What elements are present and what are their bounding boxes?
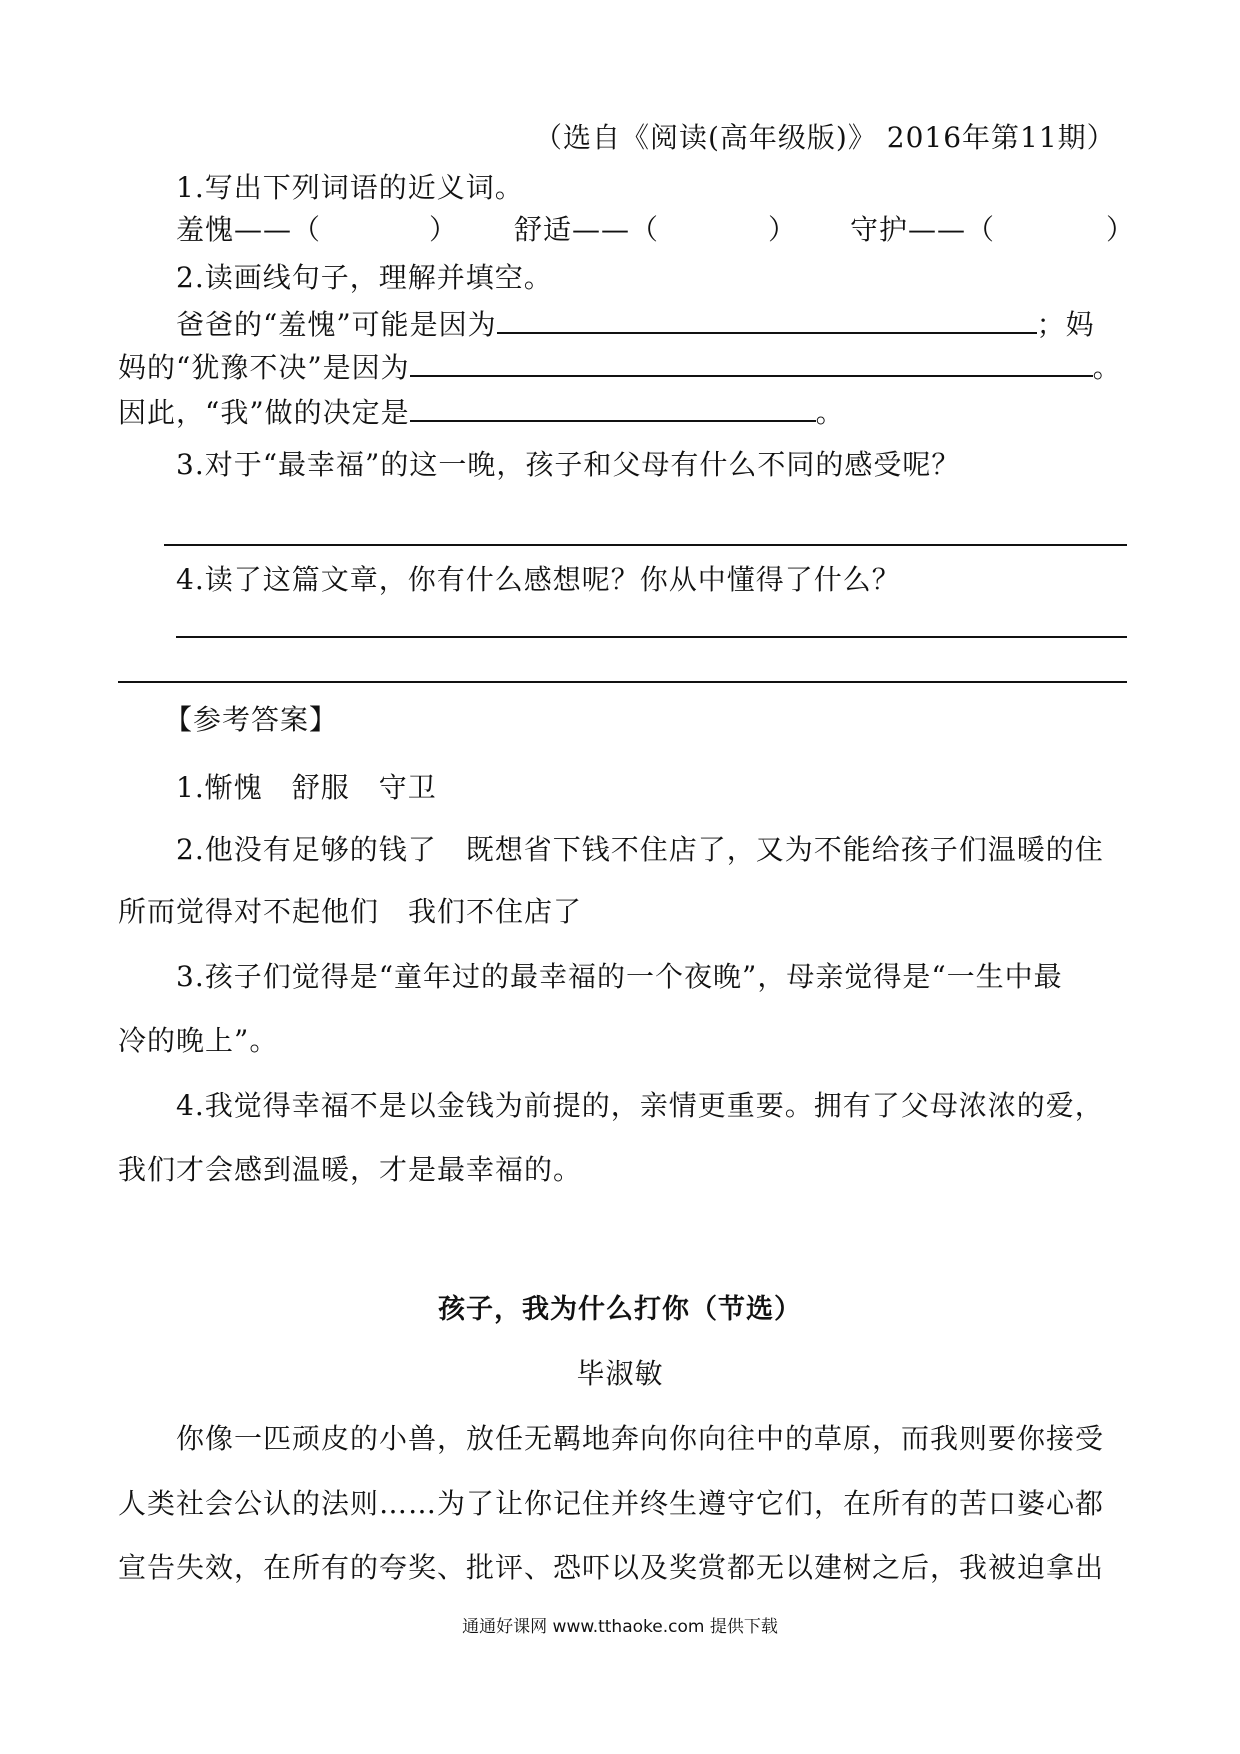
answer-2-line-1: 2.他没有足够的钱了 既想省下钱不住店了，又为不能给孩子们温暖的住 <box>176 833 1104 866</box>
synonym-1-close: ） <box>429 213 459 246</box>
answer-4-line-1: 4.我觉得幸福不是以金钱为前提的，亲情更重要。拥有了父母浓浓的爱， <box>176 1089 1104 1122</box>
q2-line-2-tail: 。 <box>1092 351 1122 384</box>
q2-line-1-tail: ；妈 <box>1036 308 1095 341</box>
answers-heading: 【参考答案】 <box>164 703 339 736</box>
fill-blank-1[interactable] <box>497 302 1037 334</box>
article-p1-line-3: 宣告失效，在所有的夸奖、批评、恐吓以及奖赏都无以建树之后，我被迫拿出 <box>118 1551 1105 1584</box>
q2-line-1 <box>176 302 1095 345</box>
synonym-3-label: 守护——（ <box>850 213 996 246</box>
answer-3-line-1: 3.孩子们觉得是“童年过的最幸福的一个夜晚”，母亲觉得是“一生中最 <box>176 960 1063 993</box>
q2-line-2-text: 妈的“犹豫不决”是因为 <box>118 351 410 384</box>
answer-line-q4-2[interactable] <box>118 681 1127 683</box>
synonym-3-close: ） <box>1106 213 1136 246</box>
synonym-1-label: 羞愧——（ <box>176 213 322 246</box>
synonym-2-close: ） <box>768 213 798 246</box>
question-2: 2.读画线句子，理解并填空。 <box>176 261 553 294</box>
source-citation: （选自《阅读(高年级版)》 2016年第11期） <box>534 121 1116 154</box>
answer-2-line-2: 所而觉得对不起他们 我们不住店了 <box>118 895 583 928</box>
q2-line-3 <box>118 390 845 433</box>
answer-1: 1.惭愧 舒服 守卫 <box>176 771 437 804</box>
article-p1-line-2: 人类社会公认的法则……为了让你记住并终生遵守它们，在所有的苦口婆心都 <box>118 1487 1105 1520</box>
answer-3-line-2: 冷的晚上”。 <box>118 1024 279 1057</box>
fill-blank-3[interactable] <box>410 390 816 422</box>
q2-line-3-tail: 。 <box>815 396 845 429</box>
question-1: 1.写出下列词语的近义词。 <box>176 171 524 204</box>
answer-line-q3[interactable] <box>164 544 1127 546</box>
q2-line-1-text: 爸爸的“羞愧”可能是因为 <box>176 308 497 341</box>
fill-blank-2[interactable] <box>410 345 1093 377</box>
q2-line-3-text: 因此，“我”做的决定是 <box>118 396 410 429</box>
answer-line-q4-1[interactable] <box>176 636 1127 638</box>
article-author: 毕淑敏 <box>576 1357 664 1390</box>
q2-line-2 <box>118 345 1122 388</box>
article-p1-line-1: 你像一匹顽皮的小兽，放任无羁地奔向你向往中的草原，而我则要你接受 <box>176 1422 1105 1455</box>
question-3: 3.对于“最幸福”的这一晚，孩子和父母有什么不同的感受呢？ <box>176 448 961 481</box>
article-title: 孩子，我为什么打你（节选） <box>438 1294 802 1325</box>
synonym-2-label: 舒适——（ <box>514 213 660 246</box>
footer-credit: 通通好课网 www.tthaoke.com 提供下载 <box>462 1617 778 1637</box>
question-4: 4.读了这篇文章，你有什么感想呢？你从中懂得了什么？ <box>176 563 901 596</box>
answer-4-line-2: 我们才会感到温暖，才是最幸福的。 <box>118 1153 583 1186</box>
